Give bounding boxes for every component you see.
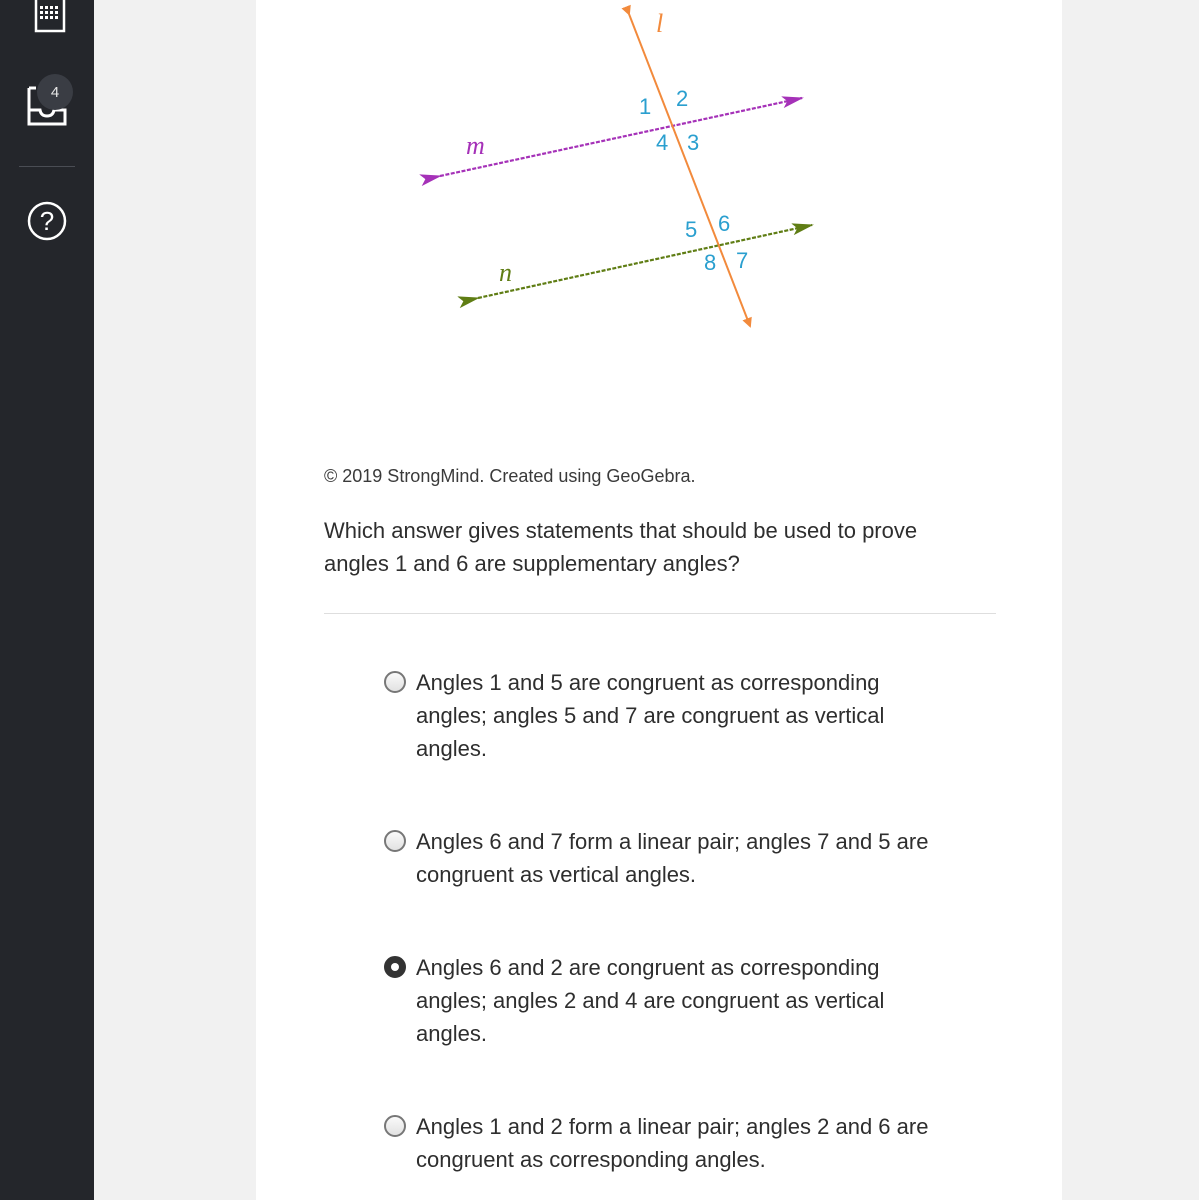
- help-button[interactable]: [0, 198, 94, 244]
- answer-choice-text: Angles 1 and 2 form a linear pair; angles 2 and 6 are congruent as corresponding angles.: [416, 1114, 929, 1172]
- answer-choice-text: Angles 1 and 5 are congruent as corresponding angles; angles 5 and 7 are congruent as vertical angles.: [416, 670, 885, 761]
- angle-label-1: 1: [639, 94, 652, 119]
- image-credit: © 2019 StrongMind. Created using GeoGebra.: [324, 466, 696, 486]
- angle-label-5: 5: [685, 217, 698, 242]
- geometry-figure: [256, 0, 1062, 440]
- answer-choice[interactable]: [384, 825, 944, 891]
- angle-label-2: 2: [676, 86, 689, 111]
- line-l: [629, 14, 750, 326]
- answer-choice-text: Angles 6 and 7 form a linear pair; angles 7 and 5 are congruent as vertical angles.: [416, 829, 929, 887]
- angle-label-6: 6: [718, 211, 731, 236]
- radio-button-selected[interactable]: [384, 956, 406, 978]
- line-l-label: l: [656, 9, 664, 38]
- question-divider: [324, 613, 996, 614]
- angle-label-7: 7: [736, 248, 749, 273]
- calendar-button[interactable]: [0, 0, 94, 36]
- help-icon: [25, 199, 69, 243]
- line-n: [478, 225, 812, 298]
- line-n-label: n: [499, 258, 512, 287]
- question-text: Which answer gives statements that should be used to prove angles 1 and 6 are supplementary angles?: [324, 518, 918, 576]
- angle-label-8: 8: [704, 250, 717, 275]
- calendar-icon: [27, 0, 67, 36]
- answer-choice[interactable]: [384, 951, 944, 1050]
- answer-choice[interactable]: [384, 666, 944, 765]
- line-m: [440, 98, 802, 176]
- angle-label-3: 3: [687, 130, 700, 155]
- answer-choice[interactable]: [384, 1110, 944, 1176]
- inbox-count-badge: 4: [37, 74, 73, 110]
- sidebar-divider: [19, 166, 75, 167]
- angle-label-4: 4: [656, 130, 669, 155]
- question-card: [256, 0, 1062, 1200]
- answer-choice-text: Angles 6 and 2 are congruent as corresponding angles; angles 2 and 4 are congruent as vertical angles.: [416, 955, 885, 1046]
- radio-button[interactable]: [384, 671, 406, 693]
- line-m-label: m: [466, 131, 485, 160]
- sidebar: [0, 0, 94, 1200]
- svg-text:?: ?: [39, 206, 55, 236]
- radio-button[interactable]: [384, 1115, 406, 1137]
- radio-button[interactable]: [384, 830, 406, 852]
